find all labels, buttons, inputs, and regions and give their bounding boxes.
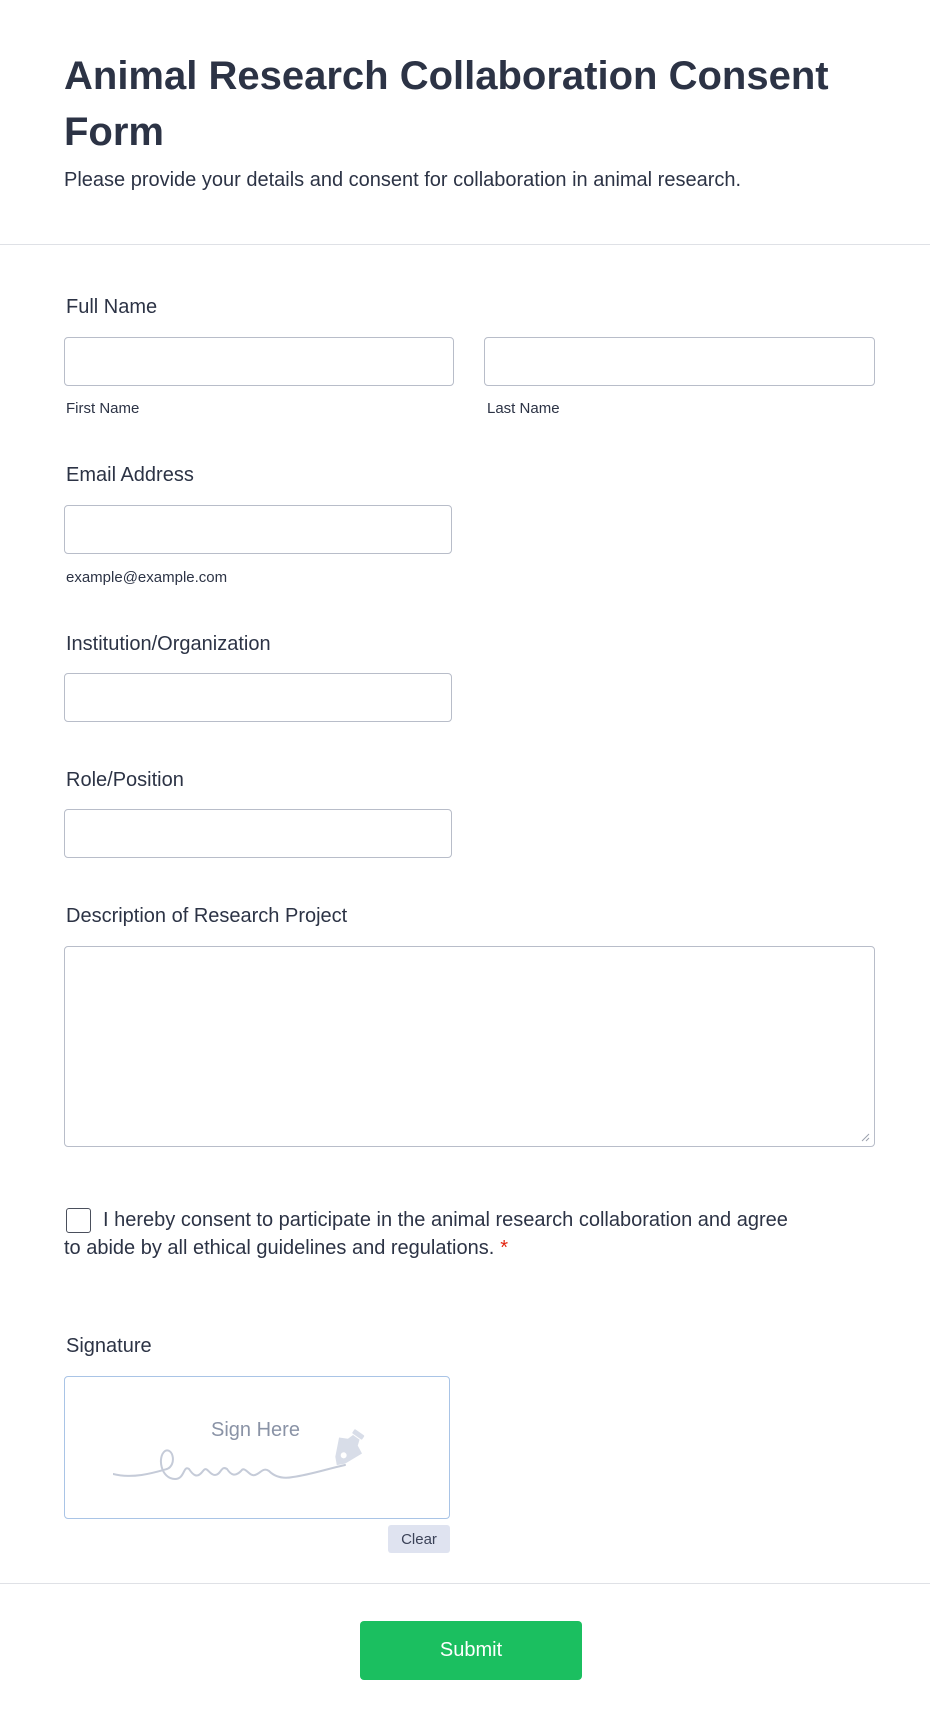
role-input[interactable] xyxy=(64,809,452,858)
submit-button[interactable]: Submit xyxy=(360,1621,582,1680)
institution-label: Institution/Organization xyxy=(66,633,271,655)
resize-grip-icon[interactable] xyxy=(860,1132,870,1142)
pen-nib-icon xyxy=(325,1424,371,1473)
description-textarea[interactable] xyxy=(64,946,875,1147)
signature-scribble-icon xyxy=(113,1417,403,1497)
last-name-sublabel: Last Name xyxy=(487,400,560,417)
signature-label: Signature xyxy=(66,1335,152,1357)
institution-input[interactable] xyxy=(64,673,452,722)
role-label: Role/Position xyxy=(66,769,184,791)
last-name-input[interactable] xyxy=(484,337,875,386)
full-name-label: Full Name xyxy=(66,296,158,318)
sign-here-placeholder: Sign Here xyxy=(211,1419,300,1441)
required-mark: * xyxy=(500,1237,509,1259)
form-title: Animal Research Collaboration Consent Form xyxy=(64,54,829,154)
email-input[interactable] xyxy=(64,505,452,554)
email-sublabel: example@example.com xyxy=(66,569,228,586)
consent-label: I hereby consent to participate in the animal research collaboration and agree to abide by all ethical guidelines and regulations. xyxy=(64,1209,788,1259)
first-name-input[interactable] xyxy=(64,337,454,386)
form-subtitle: Please provide your details and consent for collaboration in animal research. xyxy=(64,169,742,191)
consent-text xyxy=(64,1206,804,1262)
form-header xyxy=(0,0,930,245)
email-label: Email Address xyxy=(66,464,194,486)
first-name-sublabel: First Name xyxy=(66,400,140,417)
clear-signature-button[interactable]: Clear xyxy=(388,1525,450,1553)
footer-divider xyxy=(0,1583,930,1584)
signature-pad[interactable] xyxy=(64,1376,450,1519)
description-label: Description of Research Project xyxy=(66,905,348,927)
